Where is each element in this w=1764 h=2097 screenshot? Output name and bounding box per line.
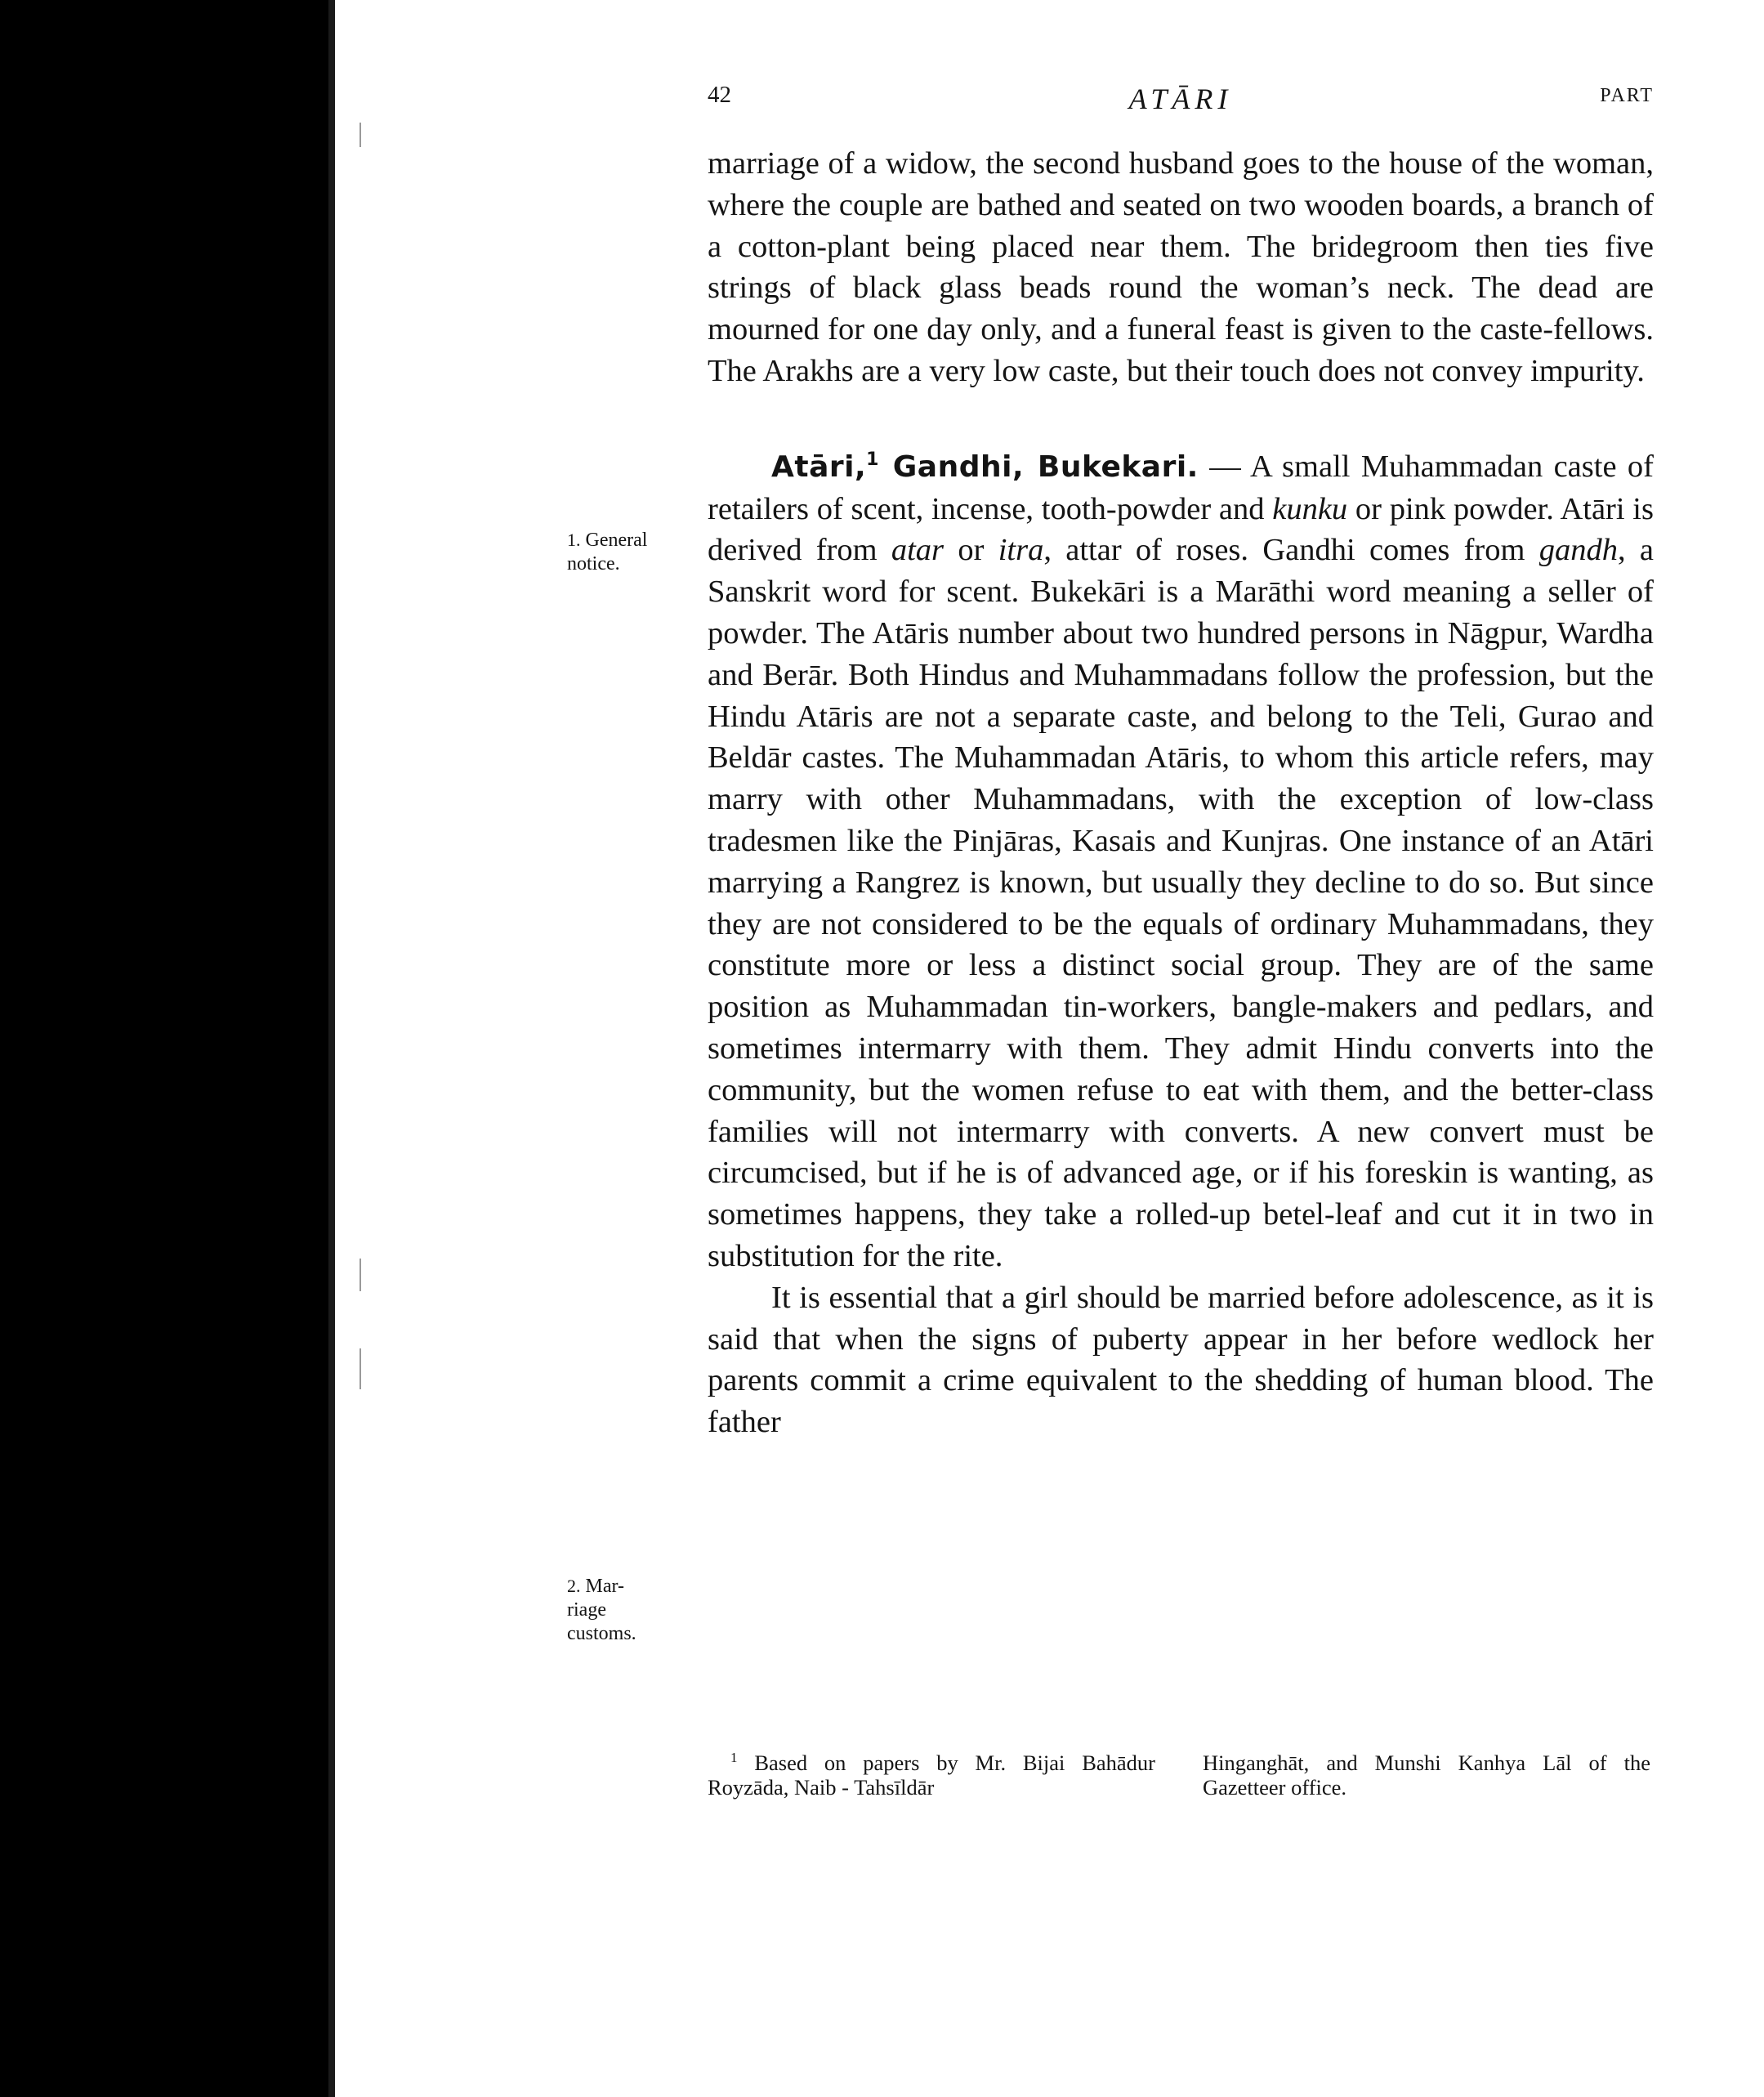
sidenote-general-notice — [567, 528, 698, 576]
gutter-mark — [359, 123, 361, 147]
article-paragraph-2: It is essential that a girl should be married before adolescence, as it is said that when the signs of puberty appear in her before wedlock her parents commit a crime equivalent to the shedding of human blood. The father — [708, 1280, 1654, 1440]
sidenote-line: Mar- — [585, 1576, 624, 1597]
sidenote-number: 2. — [567, 1576, 581, 1596]
text-run: , a Sanskrit word for scent. Bukekāri is a Marāthi word meaning a seller of powder. The Atāris number about two hundred persons in Nāgpur, Wardha and Berār. Both Hindus and Muhammadans follow the profession, but the Hindu Atāris are not a separate caste, and belong to the Teli, Gurao and Beldār castes. The Muhammadan Atāris, to whom this article refers, may marry with other Muhammadans, with the exception of low-class tradesmen like the Pinjāras, Kasais and Kunjras. One instance of an Atāri marrying a Rangrez is known, but usually they decline to do so. But since they are not considered to be the equals of ordinary Muhammadans, they constitute more or less a distinct social group. They are of the same position as Muhammadan tin-workers, bangle-makers and pedlars, and sometimes intermarry with them. They admit Hindu converts into the community, but the women refuse to eat with them, and the better-class families will not intermarry with converts. A new convert must be circumcised, but if he is of advanced age, or if his foreskin is wanting, as sometimes happens, they take a rolled-up betel-leaf and cut it in two in substitution for the rite. — [708, 533, 1654, 1273]
running-head — [708, 82, 1654, 121]
heading-dash: — — [1198, 449, 1250, 484]
term-kunku: kunku — [1272, 491, 1348, 526]
article-heading-name: Atāri, — [771, 449, 867, 484]
article-heading-synonyms: Gandhi, Bukekari. — [892, 449, 1199, 484]
term-itra: itra — [998, 533, 1044, 568]
text-run: or pink powder. Atāri is derived from — [708, 491, 1654, 568]
article-paragraph-1 — [708, 446, 1654, 1277]
sidenote-line: General — [585, 530, 648, 551]
sidenote-marriage-customs — [567, 1574, 698, 1646]
footnote-reference: 1 — [866, 449, 879, 470]
footnote-text-left: Based on papers by Mr. Bijai Bahādur Royzāda, Naib - Tahsīldār — [708, 1750, 1156, 1800]
body-text — [708, 143, 1654, 1443]
term-gandh: gandh — [1538, 533, 1618, 568]
opening-paragraph: marriage of a widow, the second husband goes to the house of the woman, where the couple are bathed and seated on two wooden boards, a branch of a cotton-plant being placed near them. The bridegroom then ties five strings of black glass beads round the woman’s neck. The dead are mourned for one day only, and a funeral feast is given to the caste-fellows. The Arakhs are a very low caste, but their touch does not convey impurity. — [708, 146, 1654, 388]
binding-seam — [328, 0, 335, 2097]
text-run: , attar of roses. Gandhi comes from — [1043, 533, 1539, 568]
page-number: 42 — [708, 82, 731, 108]
term-atar: atar — [891, 533, 945, 568]
running-part: PART — [1600, 85, 1654, 106]
gutter-mark — [359, 1259, 361, 1291]
running-title: ATĀRI — [1128, 83, 1233, 115]
text-run: or — [944, 533, 998, 568]
book-binding-edge — [0, 0, 335, 2097]
text-run: A small Muhammadan caste of retailers of scent, incense, tooth-powder and — [708, 449, 1654, 526]
gutter-mark — [359, 1348, 361, 1389]
sidenote-line: notice. — [567, 553, 620, 575]
sidenote-line: riage — [567, 1599, 606, 1621]
sidenote-line: customs. — [567, 1623, 636, 1644]
footnote-right-column: Hinganghāt, and Munshi Kanhya Lāl of the Gazetteer office. — [1203, 1750, 1650, 1800]
sidenote-number: 1. — [567, 530, 581, 550]
article-heading — [771, 450, 1199, 484]
footnote-marker: 1 — [730, 1750, 738, 1765]
footnote-left-column — [708, 1750, 1155, 1800]
